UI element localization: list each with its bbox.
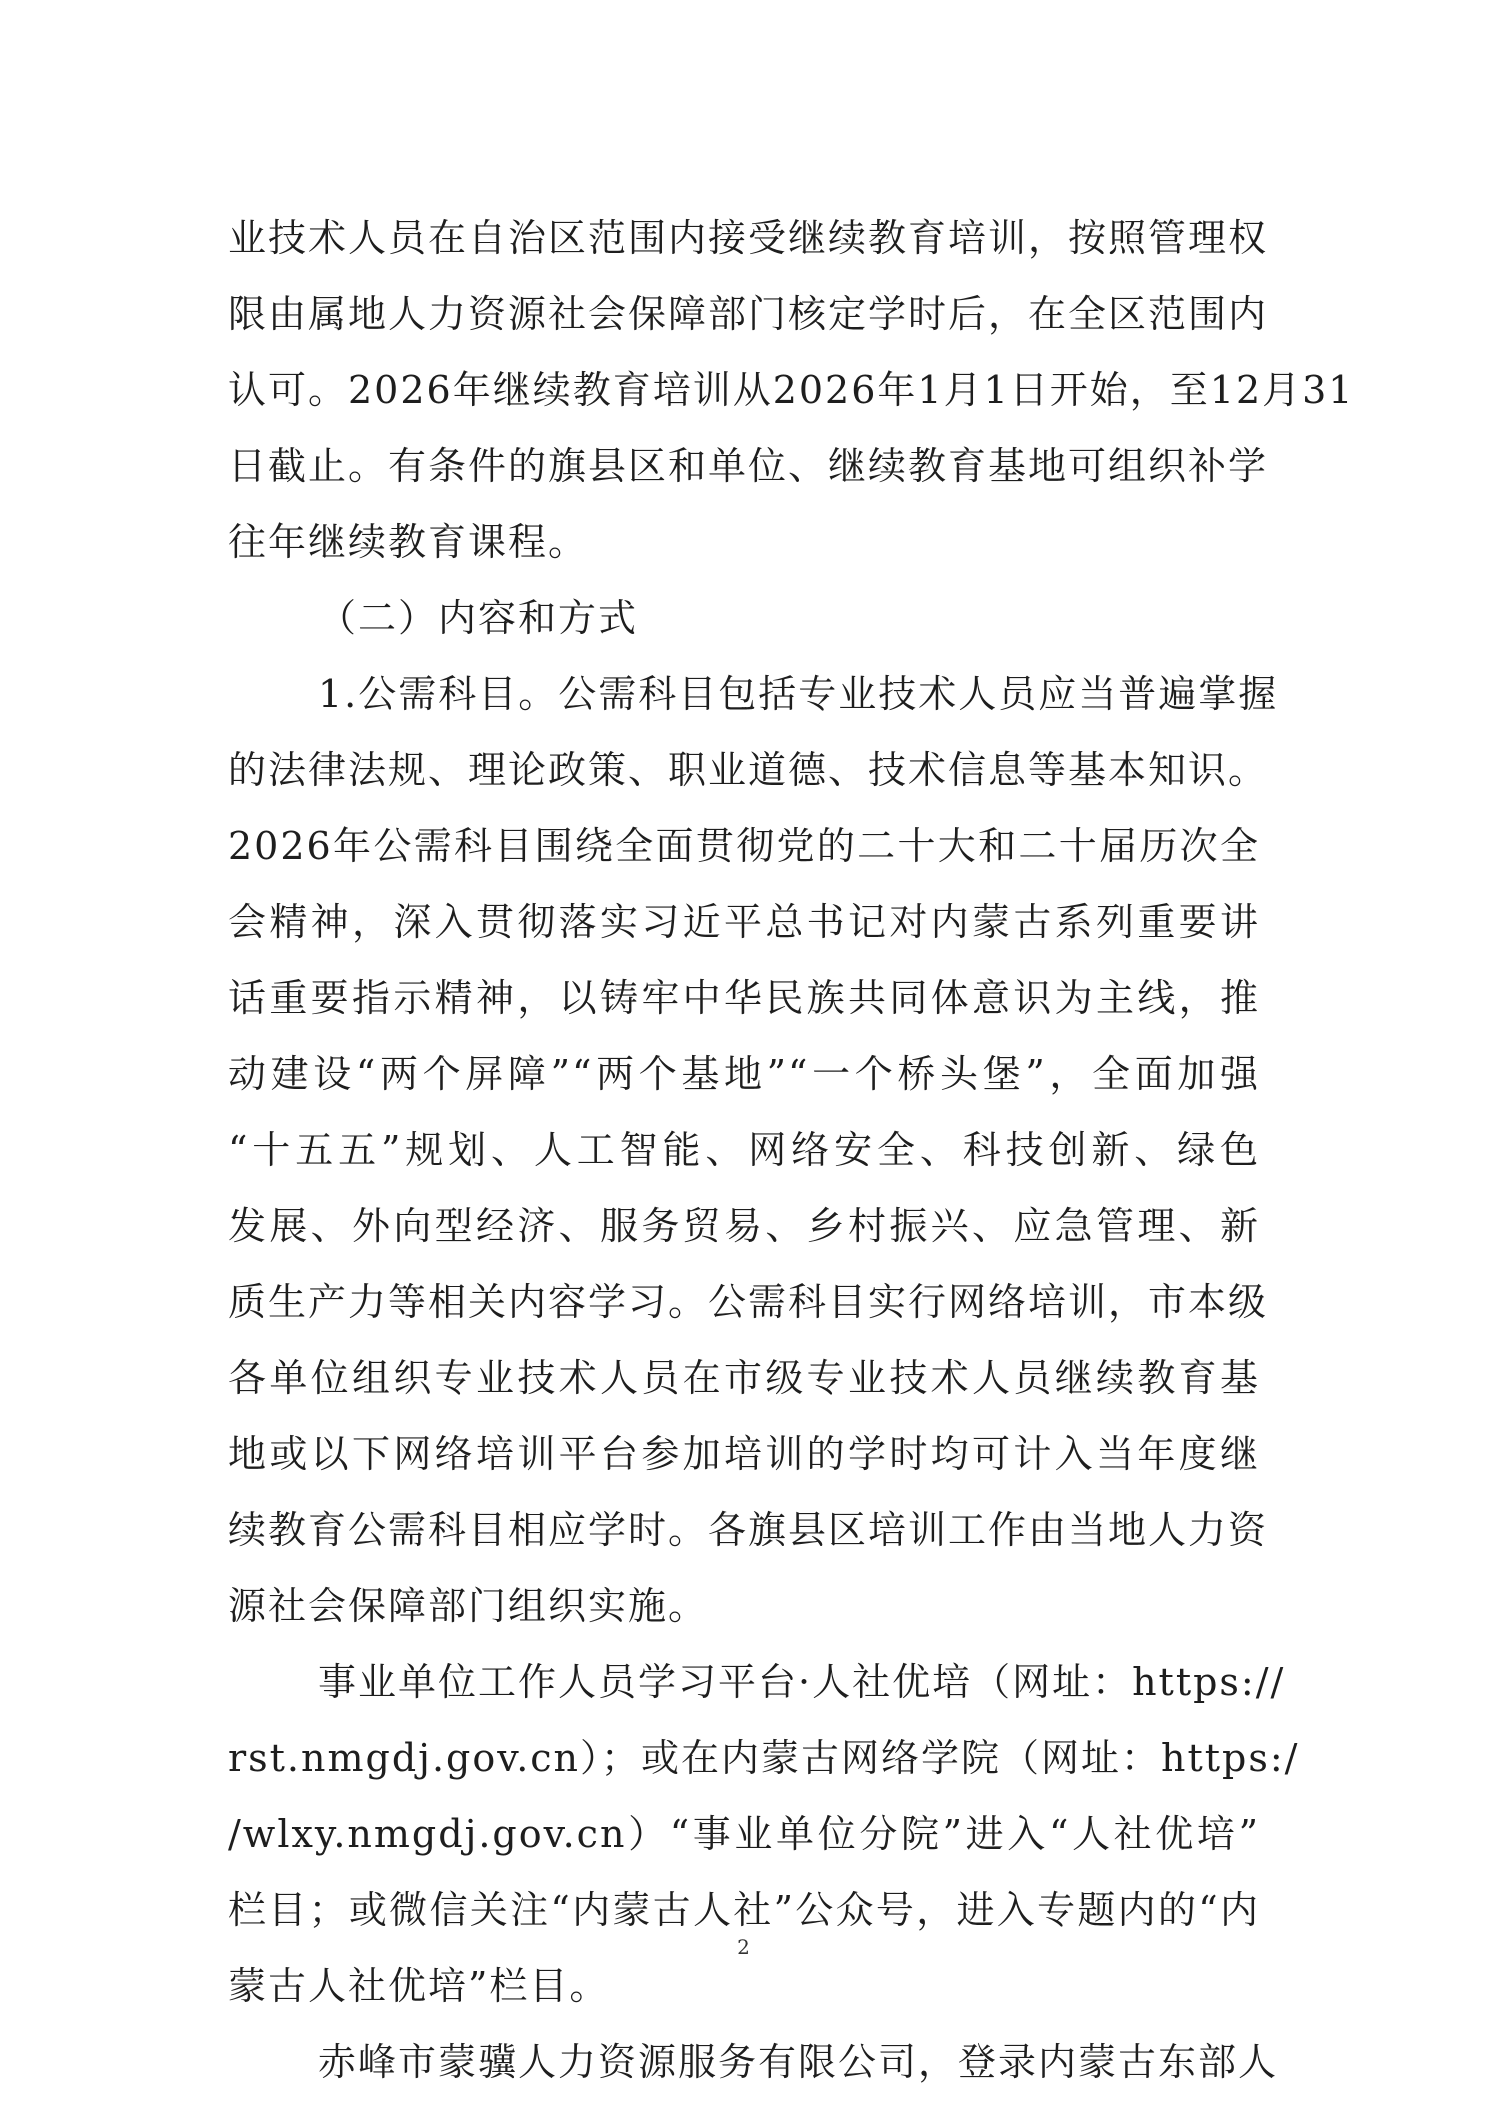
text-line: 会精神，深入贯彻落实习近平总书记对内蒙古系列重要讲: [228, 900, 1260, 944]
text-line: 话重要指示精神，以铸牢中华民族共同体意识为主线，推: [228, 976, 1260, 1020]
text-line: 发展、外向型经济、服务贸易、乡村振兴、应急管理、新: [228, 1204, 1260, 1248]
text-line: 质生产力等相关内容学习。公需科目实行网络培训，市本级: [228, 1280, 1269, 1324]
text-line: 栏目；或微信关注“内蒙古人社”公众号，进入专题内的“内: [228, 1888, 1260, 1932]
text-line: 认可。2026年继续教育培训从2026年1月1日开始，至12月31: [228, 368, 1355, 412]
text-line: （二）内容和方式: [318, 596, 639, 640]
text-line: 限由属地人力资源社会保障部门核定学时后，在全区范围内: [228, 292, 1269, 336]
text-line: 各单位组织专业技术人员在市级专业技术人员继续教育基: [228, 1356, 1260, 1400]
body-text: [228, 200, 1355, 2100]
text-line: 续教育公需科目相应学时。各旗县区培训工作由当地人力资: [228, 1508, 1269, 1552]
text-line: /wlxy.nmgdj.gov.cn）“事业单位分院”进入“人社优培”: [228, 1812, 1260, 1856]
text-line: 的法律法规、理论政策、职业道德、技术信息等基本知识。: [228, 748, 1269, 792]
text-line: 蒙古人社优培”栏目。: [228, 1964, 610, 2008]
text-line: 事业单位工作人员学习平台·人社优培（网址：https://: [318, 1660, 1286, 1704]
text-line: 2026年公需科目围绕全面贯彻党的二十大和二十届历次全: [228, 824, 1260, 868]
text-line: 赤峰市蒙骥人力资源服务有限公司，登录内蒙古东部人: [318, 2040, 1279, 2084]
text-line: 业技术人员在自治区范围内接受继续教育培训，按照管理权: [228, 216, 1269, 260]
text-line: 1.公需科目。公需科目包括专业技术人员应当普遍掌握: [318, 672, 1279, 716]
text-line: 日截止。有条件的旗县区和单位、继续教育基地可组织补学: [228, 444, 1269, 488]
text-line: 往年继续教育课程。: [228, 520, 589, 564]
page-number: 2: [737, 1935, 750, 1959]
text-line: 地或以下网络培训平台参加培训的学时均可计入当年度继: [228, 1432, 1260, 1476]
text-line: 源社会保障部门组织实施。: [228, 1584, 709, 1628]
text-line: rst.nmgdj.gov.cn）；或在内蒙古网络学院（网址：https:/: [228, 1736, 1300, 1780]
text-line: 动建设“两个屏障”“两个基地”“一个桥头堡”，全面加强: [228, 1052, 1260, 1096]
text-line: “十五五”规划、人工智能、网络安全、科技创新、绿色: [228, 1128, 1260, 1172]
